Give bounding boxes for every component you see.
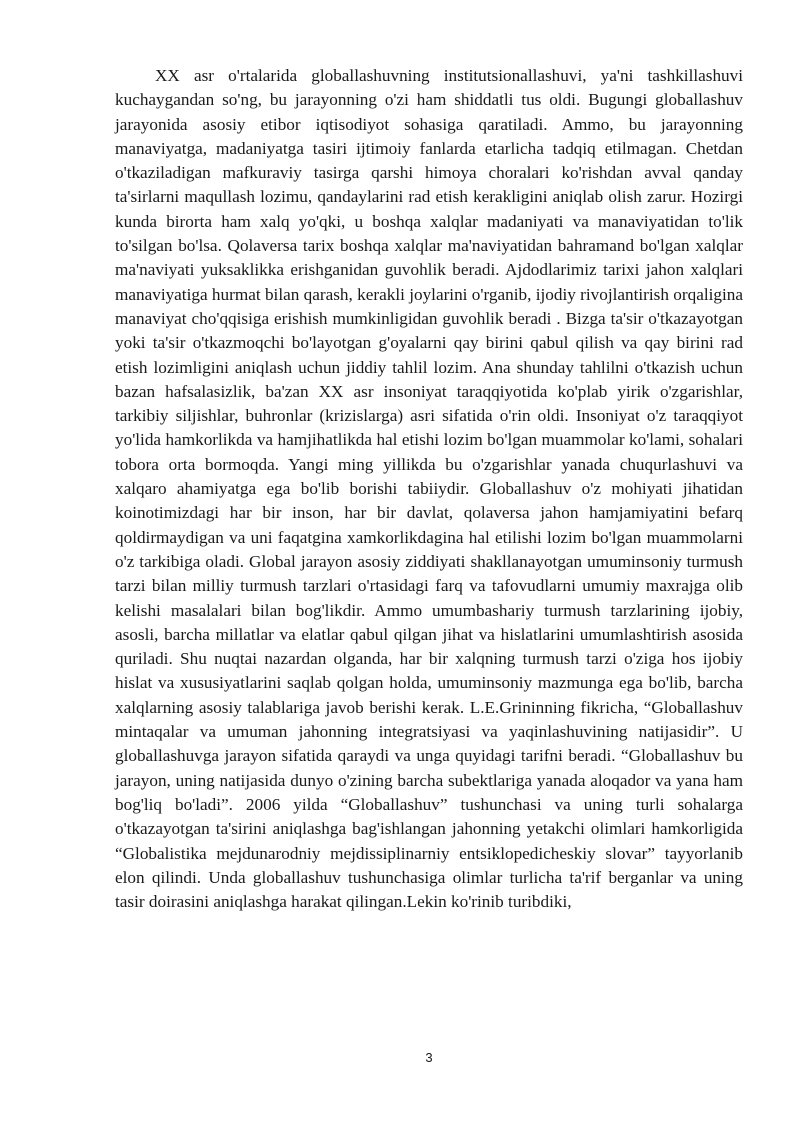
body-paragraph: XX asr o'rtalarida globallashuvning institutsionallashuvi, ya'ni tashkillashuvi kuchaygandan so'ng, bu jarayonning o'zi ham shiddatli tus oldi. Bugungi globallashuv jarayonida asosiy etibor iqtisodiyot sohasiga qaratiladi. Ammo, bu jarayonning manaviyatga, madaniyatga tasiri ijtimoiy fanlarda etarlicha tadqiq etilmagan. Chetdan o'tkaziladigan mafkuraviy tasirga qarshi himoya choralari ko'rishdan avval qanday ta'sirlarni maqullash lozimu, qandaylarini rad etish kerakligini aniqlab olish zarur. Hozirgi kunda birorta ham xalq yo'qki, u boshqa xalqlar madaniyati va manaviyatidan to'lik to'silgan bo'lsa. Qolaversa tarix boshqa xalqlar ma'naviyatidan bahramand bo'lgan xalqlar ma'naviyati yuksaklikka erishganidan guvohlik beradi. Ajdodlarimiz tarixi jahon xalqlari manaviyatiga hurmat bilan qarash, kerakli joylarini o'rganib, ijodiy rivojlantirish orqaligina manaviyat cho'qqisiga erishish mumkinligidan guvohlik beradi . Bizga ta'sir o'tkazayotgan yoki ta'sir o'tkazmoqchi bo'layotgan g'oyalarni qay birini qabul qilish va qay birini rad etish lozimligini aniqlash uchun jiddiy tahlil lozim. Ana shunday tahlilni o'tkazish uchun bazan hafsalasizlik, ba'zan XX asr insoniyat taraqqiyotida ko'plab yirik o'zgarishlar, tarkibiy siljishlar, buhronlar (krizislarga) asri sifatida o'rin oldi. Insoniyat o'z taraqqiyot yo'lida hamkorlikda va hamjihatlikda hal etishi lozim bo'lgan muammolar ko'lami, sohalari tobora orta bormoqda. Yangi ming yillikda bu o'zgarishlar yanada chuqurlashuvi va xalqaro ahamiyatga ega bo'lib borishi tabiiydir. Globallashuv o'z mohiyati jihatidan koinotimizdagi har bir inson, har bir davlat, qolaversa jahon hamjamiyatini befarq qoldirmaydigan va uni faqatgina xamkorlikdagina hal etilishi lozim bo'lgan muammolarni o'z tarkibiga oladi. Global jarayon asosiy ziddiyati shakllanayotgan umuminsoniy turmush tarzi bilan milliy turmush tarzlari o'rtasidagi farq va tafovudlarni umumiy maxrajga olib kelishi masalalari bilan bog'likdir. Ammo umumbashariy turmush tarzlarining ijobiy, asosli, barcha millatlar va elatlar qabul qilgan jihat va hislatlarini umumlashtirish asosida quriladi. Shu nuqtai nazardan olganda, har bir xalqning turmush tarzi o'ziga hos ijobiy hislat va xususiyatlarini saqlab qolgan holda, umuminsoniy mazmunga ega bo'lib, barcha xalqlarning asosiy talablariga javob berishi kerak. L.E.Grininning fikricha, “Globallashuv mintaqalar va umuman jahonning integratsiyasi va yaqinlashuvining natijasidir”. U globallashuvga jarayon sifatida qaraydi va unga quyidagi tarifni beradi. “Globallashuv bu jarayon, uning natijasida dunyo o'zining barcha subektlariga yanada aloqador va yana ham bog'liq bo'ladi”. 2006 yilda “Globallashuv” tushunchasi va uning turli sohalarga o'tkazayotgan ta'sirini aniqlashga bag'ishlangan jahonning yetakchi olimlari hamkorligida “Globalistika mejdunarodniy mejdissiplinarniy entsiklopedicheskiy slovar” tayyorlanib elon qilindi. Unda globallashuv tushunchasiga olimlar turlicha ta'rif berganlar va uning tasir doirasini aniqlashga harakat qilingan.Lekin ko'rinib turibdiki, — [115, 66, 743, 912]
page-number: 3 — [425, 1050, 433, 1065]
